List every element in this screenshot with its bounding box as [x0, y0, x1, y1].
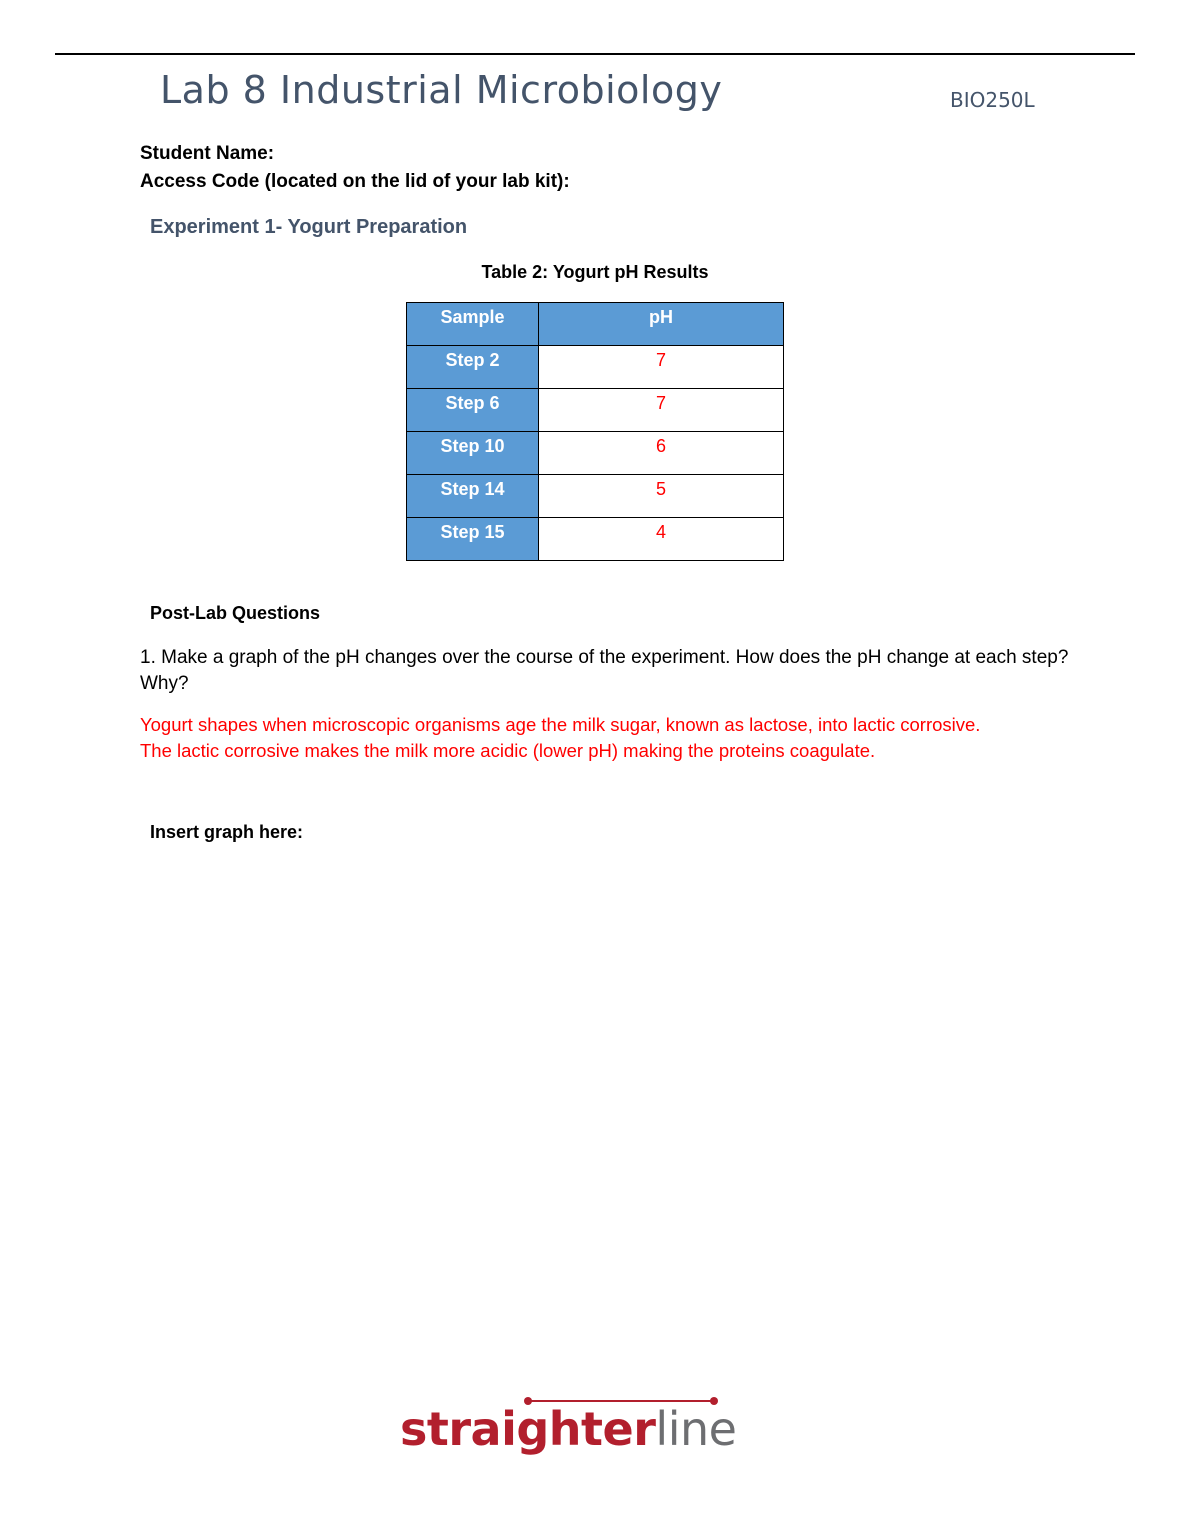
insert-graph-label: Insert graph here:	[150, 822, 304, 842]
answer-line-1: Yogurt shapes when microscopic organisms age the milk sugar, known as lactose, into lactic corrosive.	[140, 714, 981, 735]
logo-text-straighter: straighter	[400, 1402, 656, 1456]
column-header-sample: Sample	[407, 303, 539, 346]
access-code-label: Access Code (located on the lid of your lab kit):	[140, 171, 570, 192]
logo-wordmark	[400, 1402, 736, 1456]
straighterline-logo	[400, 1395, 792, 1465]
ph-cell: 5	[539, 475, 784, 518]
table-row	[407, 432, 784, 475]
ph-cell: 7	[539, 346, 784, 389]
question-1: 1. Make a graph of the pH changes over the course of the experiment. How does the pH change at each step? Why?	[140, 647, 1069, 694]
table-header-row	[407, 303, 784, 346]
column-header-ph: pH	[539, 303, 784, 346]
table-row	[407, 389, 784, 432]
ph-cell: 6	[539, 432, 784, 475]
logo-text-line: line	[655, 1402, 737, 1456]
table-row	[407, 346, 784, 389]
header-rule	[55, 53, 1135, 55]
table-row	[407, 475, 784, 518]
course-code: BIO250L	[950, 88, 1035, 112]
answer-line-2: The lactic corrosive makes the milk more acidic (lower pH) making the proteins coagulate.	[140, 740, 876, 761]
sample-cell: Step 15	[407, 518, 539, 561]
table-row	[407, 518, 784, 561]
ph-cell: 7	[539, 389, 784, 432]
sample-cell: Step 2	[407, 346, 539, 389]
post-lab-heading: Post-Lab Questions	[150, 603, 321, 623]
student-name-label: Student Name:	[140, 143, 275, 164]
document-title: Lab 8 Industrial Microbiology	[160, 68, 723, 112]
answer-1	[140, 712, 1100, 764]
table-caption: Table 2: Yogurt pH Results	[481, 262, 709, 282]
sample-cell: Step 14	[407, 475, 539, 518]
ph-cell: 4	[539, 518, 784, 561]
sample-cell: Step 6	[407, 389, 539, 432]
experiment-heading: Experiment 1- Yogurt Preparation	[150, 216, 468, 238]
sample-cell: Step 10	[407, 432, 539, 475]
ph-results-table	[406, 302, 784, 561]
